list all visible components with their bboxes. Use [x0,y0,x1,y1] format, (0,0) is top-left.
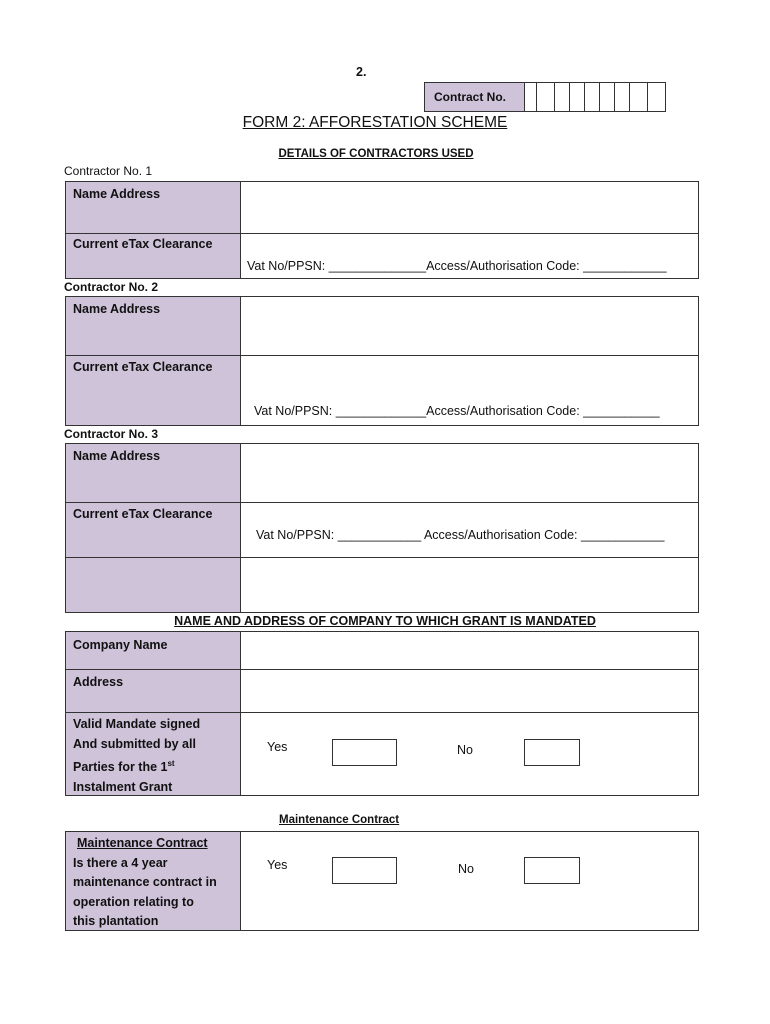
contractor-1-heading: Contractor No. 1 [64,164,153,178]
company-address-field[interactable] [242,671,697,711]
mandate-no-checkbox[interactable] [524,739,580,766]
name-address-label: Name Address [73,449,161,463]
maintenance-heading: Maintenance Contract [279,814,400,826]
maintenance-question: Maintenance Contract Is there a 4 year maintenance contract in operation relating to this plantation [73,836,217,928]
etax-clearance-label: Current eTax Clearance [73,360,213,374]
contractor-3-heading: Contractor No. 3 [64,427,159,441]
maintenance-no-checkbox[interactable] [524,857,580,884]
name-address-label: Name Address [73,187,161,201]
mandate-yes-checkbox[interactable] [332,739,397,766]
form-title: FORM 2: AFFORESTATION SCHEME [242,114,508,131]
contract-number-input[interactable] [524,83,665,111]
contractor-2-heading: Contractor No. 2 [64,280,159,294]
company-table [65,631,699,796]
contractor-1-table [65,181,699,279]
company-name-field[interactable] [242,633,697,668]
contract-number-label: Contract No. [425,83,524,111]
company-heading: NAME AND ADDRESS OF COMPANY TO WHICH GRANT IS MANDATED [174,614,596,628]
contractor-2-vat-line[interactable]: Vat No/PPSN: _____________Access/Authorisation Code: ___________ [254,404,660,418]
page-number: 2. [356,65,367,79]
mandate-label: Valid Mandate signed And submitted by all Parties for the 1st Instalment Grant [73,717,201,794]
details-heading: DETAILS OF CONTRACTORS USED [278,148,474,160]
etax-clearance-label: Current eTax Clearance [73,507,213,521]
contractor-3-vat-line[interactable]: Vat No/PPSN: ____________ Access/Authorisation Code: ____________ [256,528,665,542]
mandate-yes-label: Yes [267,740,288,754]
contractor-3-extra-field[interactable] [242,559,697,611]
name-address-label: Name Address [73,302,161,316]
maintenance-no-label: No [458,862,474,876]
contractor-1-name-address-field[interactable] [242,183,697,232]
maintenance-yes-label: Yes [267,858,288,872]
maintenance-title: Maintenance Contract [77,836,208,850]
contractor-3-name-address-field[interactable] [242,445,697,501]
contract-number-box [424,82,666,112]
contractor-1-vat-line[interactable]: Vat No/PPSN: ______________Access/Authorisation Code: ____________ [247,259,667,273]
etax-clearance-label: Current eTax Clearance [73,237,213,251]
contractor-2-table [65,296,699,426]
address-label: Address [73,675,124,689]
maintenance-table [65,831,699,931]
mandate-no-label: No [457,743,473,757]
company-name-label: Company Name [73,638,168,652]
contractor-2-name-address-field[interactable] [242,298,697,354]
contractor-3-table [65,443,699,613]
maintenance-yes-checkbox[interactable] [332,857,397,884]
